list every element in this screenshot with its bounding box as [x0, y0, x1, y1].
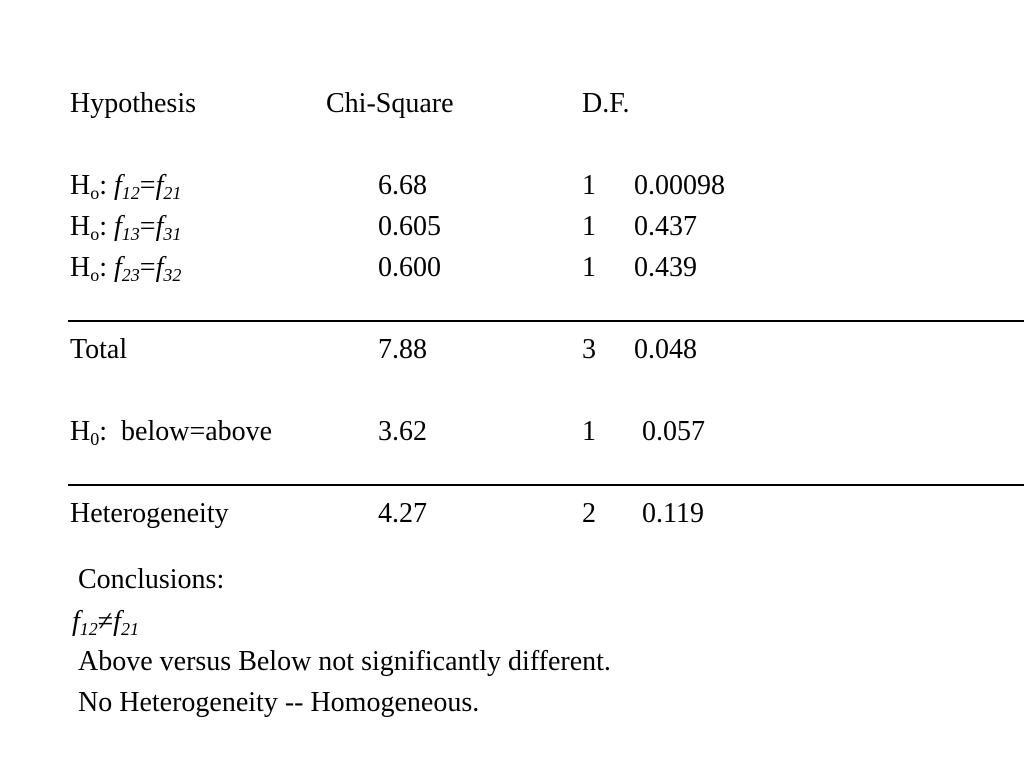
header-hypothesis: Hypothesis — [70, 88, 196, 119]
p-value-cell: 0.057 — [642, 416, 705, 447]
heterogeneity-label: Heterogeneity — [70, 498, 229, 529]
chi-square-cell: 6.68 — [378, 170, 427, 201]
df-cell: 1 — [582, 211, 596, 242]
p-value-cell: 0.437 — [634, 211, 697, 242]
hypothesis-cell: $H_o$: $f_{23}=f_{32}$ — [70, 252, 182, 285]
p-value-cell: 0.00098 — [634, 170, 725, 201]
chi-square-cell: 3.62 — [378, 416, 427, 447]
conclusion-inequality: $f_{12}\ne f_{21}$ — [72, 606, 139, 639]
table-header — [0, 90, 1024, 124]
heterogeneity-row — [0, 500, 1024, 534]
divider-rule — [68, 484, 1024, 486]
p-value-cell: 0.119 — [642, 498, 704, 529]
df-cell: 3 — [582, 334, 596, 365]
conclusion-heterogeneity: No Heterogeneity -- Homogeneous. — [78, 687, 480, 718]
p-value-cell: 0.439 — [634, 252, 697, 283]
df-cell: 1 — [582, 252, 596, 283]
df-cell: 1 — [582, 416, 596, 447]
p-value-cell: 0.048 — [634, 334, 697, 365]
hypothesis-cell: $H_o$: $f_{12}=f_{21}$ — [70, 170, 182, 203]
table-row — [0, 213, 1024, 247]
header-chi-square: Chi-Square — [326, 88, 454, 119]
table-row — [0, 172, 1024, 206]
total-label: Total — [70, 334, 128, 365]
table-row — [0, 254, 1024, 288]
below-above-row — [0, 418, 1024, 452]
total-row — [0, 336, 1024, 370]
hypothesis-cell: $H_o$: $f_{13}=f_{31}$ — [70, 211, 182, 244]
divider-rule — [68, 320, 1024, 322]
chi-square-cell: 0.600 — [378, 252, 441, 283]
chi-square-cell: 7.88 — [378, 334, 427, 365]
chi-square-cell: 0.605 — [378, 211, 441, 242]
df-cell: 2 — [582, 498, 596, 529]
conclusions-title: Conclusions: — [78, 564, 225, 595]
header-df: D.F. — [582, 88, 630, 119]
chi-square-cell: 4.27 — [378, 498, 427, 529]
df-cell: 1 — [582, 170, 596, 201]
conclusion-above-below: Above versus Below not significantly different. — [78, 646, 611, 677]
hypothesis-cell: $H_0$: below=above — [70, 416, 273, 449]
